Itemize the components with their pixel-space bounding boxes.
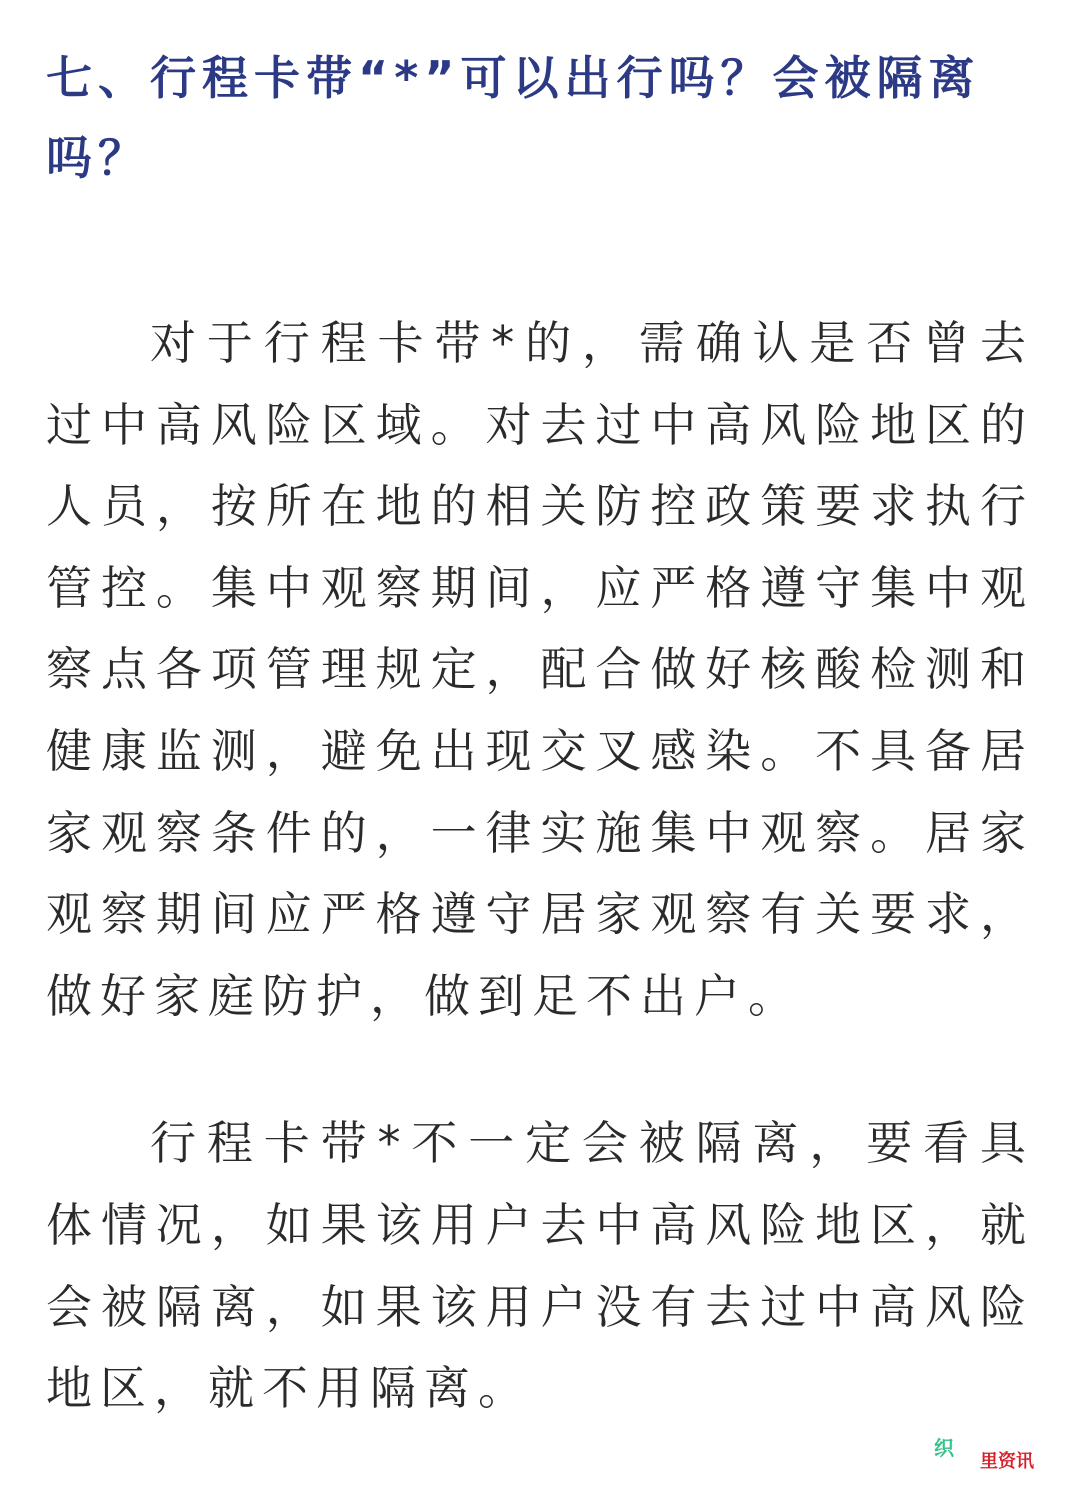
watermark-text: 里资讯 <box>980 1451 1034 1472</box>
article <box>46 38 1034 1430</box>
section-heading: 七、行程卡带“*”可以出行吗？会被隔离吗？ <box>46 51 981 185</box>
paragraph-quarantine-conditions: 行程卡带*不一定会被隔离，要看具体情况，如果该用户去中高风险地区，就会被隔离，如果该用户没有去过中高风险地区，就不用隔离。 <box>46 1116 1034 1416</box>
watermark-mark: 织 <box>934 1436 954 1460</box>
paragraph-travel-card-control: 对于行程卡带*的，需确认是否曾去过中高风险区域。对去过中高风险地区的人员，按所在地的相关防控政策要求执行管控。集中观察期间，应严格遵守集中观察点各项管理规定，配合做好核酸检测和健康监测，避免出现交叉感染。不具备居家观察条件的，一律实施集中观察。居家观察期间应严格遵守居家观察有关要求，做好家庭防护，做到足不出户。 <box>46 316 1034 1023</box>
